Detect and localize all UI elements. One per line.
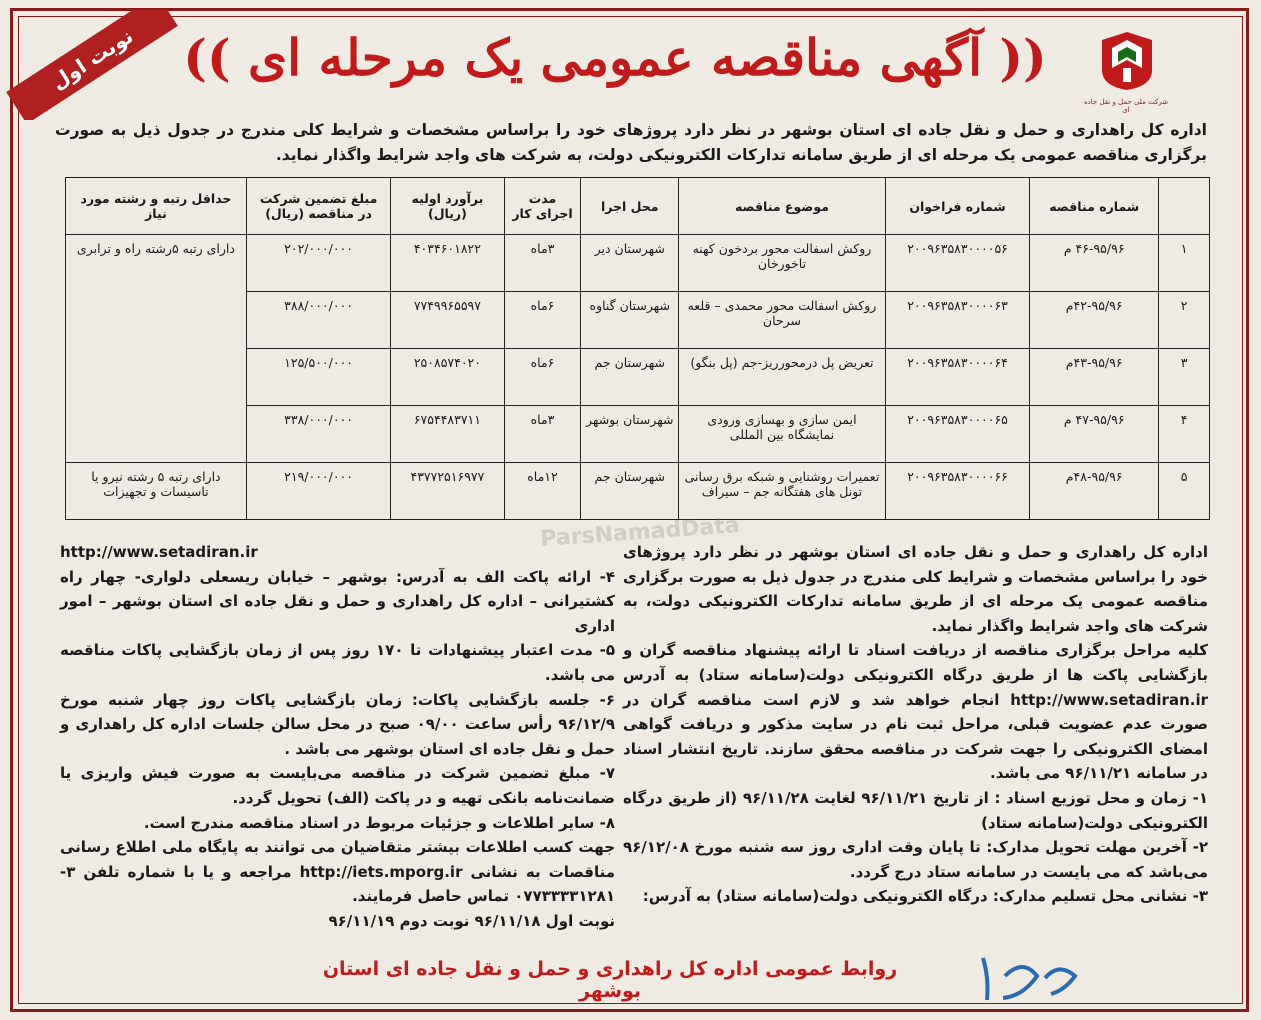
cell-row-num: ۲	[1159, 292, 1210, 349]
header-tender-no: شماره مناقصه	[1030, 178, 1159, 235]
cell-subject: روکش اسفالت محور بردخون کهنه تاخورخان	[679, 235, 886, 292]
right-column	[623, 540, 1208, 909]
headline: (( آگهی مناقصه عمومی یک مرحله ای ))	[183, 28, 1047, 87]
right-para-item-2: ۲- آخرین مهلت تحویل مدارک: تا پایان وقت اداری روز سه شنبه مورخ ۹۶/۱۲/۰۸ می‌باشد که می بایست در سامانه ستاد درج گردد.	[623, 838, 1208, 881]
cell-subject: تعریض پل درمحورریز-جم (پل بنگو)	[679, 349, 886, 406]
cell-location: شهرستان جم	[581, 349, 679, 406]
cell-location: شهرستان جم	[581, 463, 679, 520]
table-row	[66, 235, 1210, 292]
cell-subject: تعمیرات روشنایی و شبکه برق رسانی تونل های هفتگانه جم – سیراف	[679, 463, 886, 520]
cell-call-no: ۲۰۰۹۶۳۵۸۳۰۰۰۰۶۶	[885, 463, 1029, 520]
road-ministry-logo-icon	[1098, 30, 1156, 92]
tender-table	[65, 177, 1210, 520]
cell-deposit: ۲۱۹/۰۰۰/۰۰۰	[246, 463, 390, 520]
right-para-process: کلیه مراحل برگزاری مناقصه از دریافت اسناد تا ارائه پیشنهاد مناقصه گران و بازگشایی پاکت ها از طریق درگاه الکترونیکی دولت(سامانه ستاد) به آدرس http://www.setadiran.ir انجام خواهد شد و لازم است مناقصه گران در صورت عدم عضویت قبلی، مراحل ثبت نام در سایت مذکور و دریافت گواهی امضای الکترونیکی را جهت شرکت در مناقصه محقق سازند. تاریخ انتشار اسناد در سامانه ۹۶/۱۱/۲۱ می باشد.	[623, 641, 1208, 783]
cell-row-num: ۳	[1159, 349, 1210, 406]
header-location: محل اجرا	[581, 178, 679, 235]
cell-location: شهرستان دیر	[581, 235, 679, 292]
cell-grade-power: دارای رتبه ۵ رشته نیرو یا تاسیسات و تجهیزات	[66, 463, 247, 520]
cell-row-num: ۱	[1159, 235, 1210, 292]
ribbon-label: نوبت اول	[6, 10, 178, 120]
cell-call-no: ۲۰۰۹۶۳۵۸۳۰۰۰۰۵۶	[885, 235, 1029, 292]
cell-duration: ۶ماه	[504, 349, 581, 406]
cell-deposit: ۲۰۲/۰۰۰/۰۰۰	[246, 235, 390, 292]
footer-signature: روابط عمومی اداره کل راهداری و حمل و نقل جاده ای استان بوشهر	[322, 958, 898, 1002]
left-para-item-6: ۶- جلسه بازگشایی پاکات: زمان بازگشایی پاکات روز چهار شنبه مورخ ۹۶/۱۲/۹ رأس ساعت ۰۹/۰۰ صبح در محل سالن جلسات اداره کل راهداری و حمل و نقل جاده ای استان بوشهر می باشد .	[60, 690, 615, 758]
cell-estimate: ۲۵۰۸۵۷۴۰۲۰	[391, 349, 504, 406]
cell-call-no: ۲۰۰۹۶۳۵۸۳۰۰۰۰۶۵	[885, 406, 1029, 463]
cell-call-no: ۲۰۰۹۶۳۵۸۳۰۰۰۰۶۳	[885, 292, 1029, 349]
left-para-item-5: ۵- مدت اعتبار پیشنهادات تا ۱۷۰ روز پس از زمان بازگشایی پاکات مناقصه می باشد.	[60, 641, 615, 684]
cell-call-no: ۲۰۰۹۶۳۵۸۳۰۰۰۰۶۴	[885, 349, 1029, 406]
cell-location: شهرستان بوشهر	[581, 406, 679, 463]
header-subject: موضوع مناقصه	[679, 178, 886, 235]
cell-estimate: ۷۷۴۹۹۶۵۵۹۷	[391, 292, 504, 349]
left-para-contact: جهت کسب اطلاعات بیشتر متقاضیان می توانند به پایگاه ملی اطلاع رسانی مناقصات به نشانی http://iets.mporg.ir مراجعه و یا با شماره تلفن ۳- ۰۷۷۳۳۳۳۱۲۸۱ تماس حاصل فرمایند.	[60, 838, 615, 906]
header-deposit: مبلغ تضمین شرکت در مناقصه (ریال)	[246, 178, 390, 235]
cell-tender-no: ۴۳-۹۵/۹۶م	[1030, 349, 1159, 406]
header-row-num	[1159, 178, 1210, 235]
cell-estimate: ۶۷۵۴۴۸۳۷۱۱	[391, 406, 504, 463]
cell-tender-no: ۴۲-۹۵/۹۶م	[1030, 292, 1159, 349]
left-para-item-7: ۷- مبلغ تضمین شرکت در مناقصه می‌بایست به صورت فیش واریزی یا ضمانت‌نامه بانکی تهیه و در پاکت (الف) تحویل گردد.	[60, 764, 615, 807]
right-para-intro: اداره کل راهداری و حمل و نقل جاده ای استان بوشهر در نظر دارد پروژهای خود را براساس مشخصات و شرایط کلی مندرج در جدول ذیل به صورت برگزاری مناقصه عمومی یک مرحله ای از طریق سامانه تدارکات الکترونیکی دولت، به شرکت های واجد شرایط واگذار نماید.	[623, 543, 1208, 635]
header-call-no: شماره فراخوان	[885, 178, 1029, 235]
watermark: ParsNamadData	[539, 513, 741, 552]
table-row	[66, 463, 1210, 520]
logo-caption: شرکت ملی حمل و نقل جاده ای	[1083, 98, 1169, 114]
table-header-row	[66, 178, 1210, 235]
cell-deposit: ۳۳۸/۰۰۰/۰۰۰	[246, 406, 390, 463]
ribbon-corner	[0, 10, 190, 120]
setadiran-url: http://www.setadiran.ir	[60, 543, 258, 561]
right-para-item-3: ۳- نشانی محل تسلیم مدارک: درگاه الکترونیکی دولت(سامانه ستاد) به آدرس:	[642, 887, 1208, 906]
left-para-item-4: ۴- ارائه پاکت الف به آدرس: بوشهر – خیابان ریسعلی دلواری- چهار راه کشتیرانی – اداره کل راهداری و حمل و نقل جاده ای استان بوشهر – امور اداری	[60, 567, 615, 635]
right-para-item-1: ۱- زمان و محل توزیع اسناد : از تاریخ ۹۶/۱۱/۲۱ لغایت ۹۶/۱۱/۲۸ (از طریق درگاه الکترونیکی دولت(سامانه ستاد)	[623, 788, 1208, 832]
cell-tender-no: ۴۷-۹۵/۹۶ م	[1030, 406, 1159, 463]
header-grade: حداقل رتبه و رشته مورد نیاز	[66, 178, 247, 235]
cell-row-num: ۵	[1159, 463, 1210, 520]
intro-text: اداره کل راهداری و حمل و نقل جاده ای استان بوشهر در نظر دارد پروژهای خود را براساس مشخصات و شرایط کلی مندرج در جدول ذیل به صورت برگزاری مناقصه عمومی یک مرحله ای از طریق سامانه تدارکات الکترونیکی دولت، به شرکت های واجد شرایط واگذار نماید.	[55, 121, 1207, 164]
handwritten-number	[975, 948, 1085, 1008]
cell-duration: ۳ماه	[504, 406, 581, 463]
cell-subject: روکش اسفالت محور محمدی – قلعه سرحان	[679, 292, 886, 349]
cell-deposit: ۳۸۸/۰۰۰/۰۰۰	[246, 292, 390, 349]
cell-estimate: ۴۳۷۷۲۵۱۶۹۷۷	[391, 463, 504, 520]
publication-dates: نوبت اول ۹۶/۱۱/۱۸ نوبت دوم ۹۶/۱۱/۱۹	[328, 911, 615, 930]
cell-duration: ۱۲ماه	[504, 463, 581, 520]
cell-subject: ایمن سازی و بهسازی ورودی نمایشگاه بین المللی	[679, 406, 886, 463]
left-column	[60, 540, 615, 934]
cell-tender-no: ۴۶-۹۵/۹۶ م	[1030, 235, 1159, 292]
header-estimate: برآورد اولیه (ریال)	[391, 178, 504, 235]
cell-duration: ۳ماه	[504, 235, 581, 292]
cell-deposit: ۱۲۵/۵۰۰/۰۰۰	[246, 349, 390, 406]
cell-tender-no: ۴۸-۹۵/۹۶م	[1030, 463, 1159, 520]
cell-location: شهرستان گناوه	[581, 292, 679, 349]
left-para-item-8: ۸- سایر اطلاعات و جزئیات مربوط در اسناد مناقصه مندرج است.	[143, 813, 615, 832]
cell-duration: ۶ماه	[504, 292, 581, 349]
header-duration: مدت اجرای کار	[504, 178, 581, 235]
cell-row-num: ۴	[1159, 406, 1210, 463]
cell-grade-roads: دارای رتبه ۵رشته راه و ترابری	[66, 235, 247, 463]
cell-estimate: ۴۰۳۴۶۰۱۸۲۲	[391, 235, 504, 292]
